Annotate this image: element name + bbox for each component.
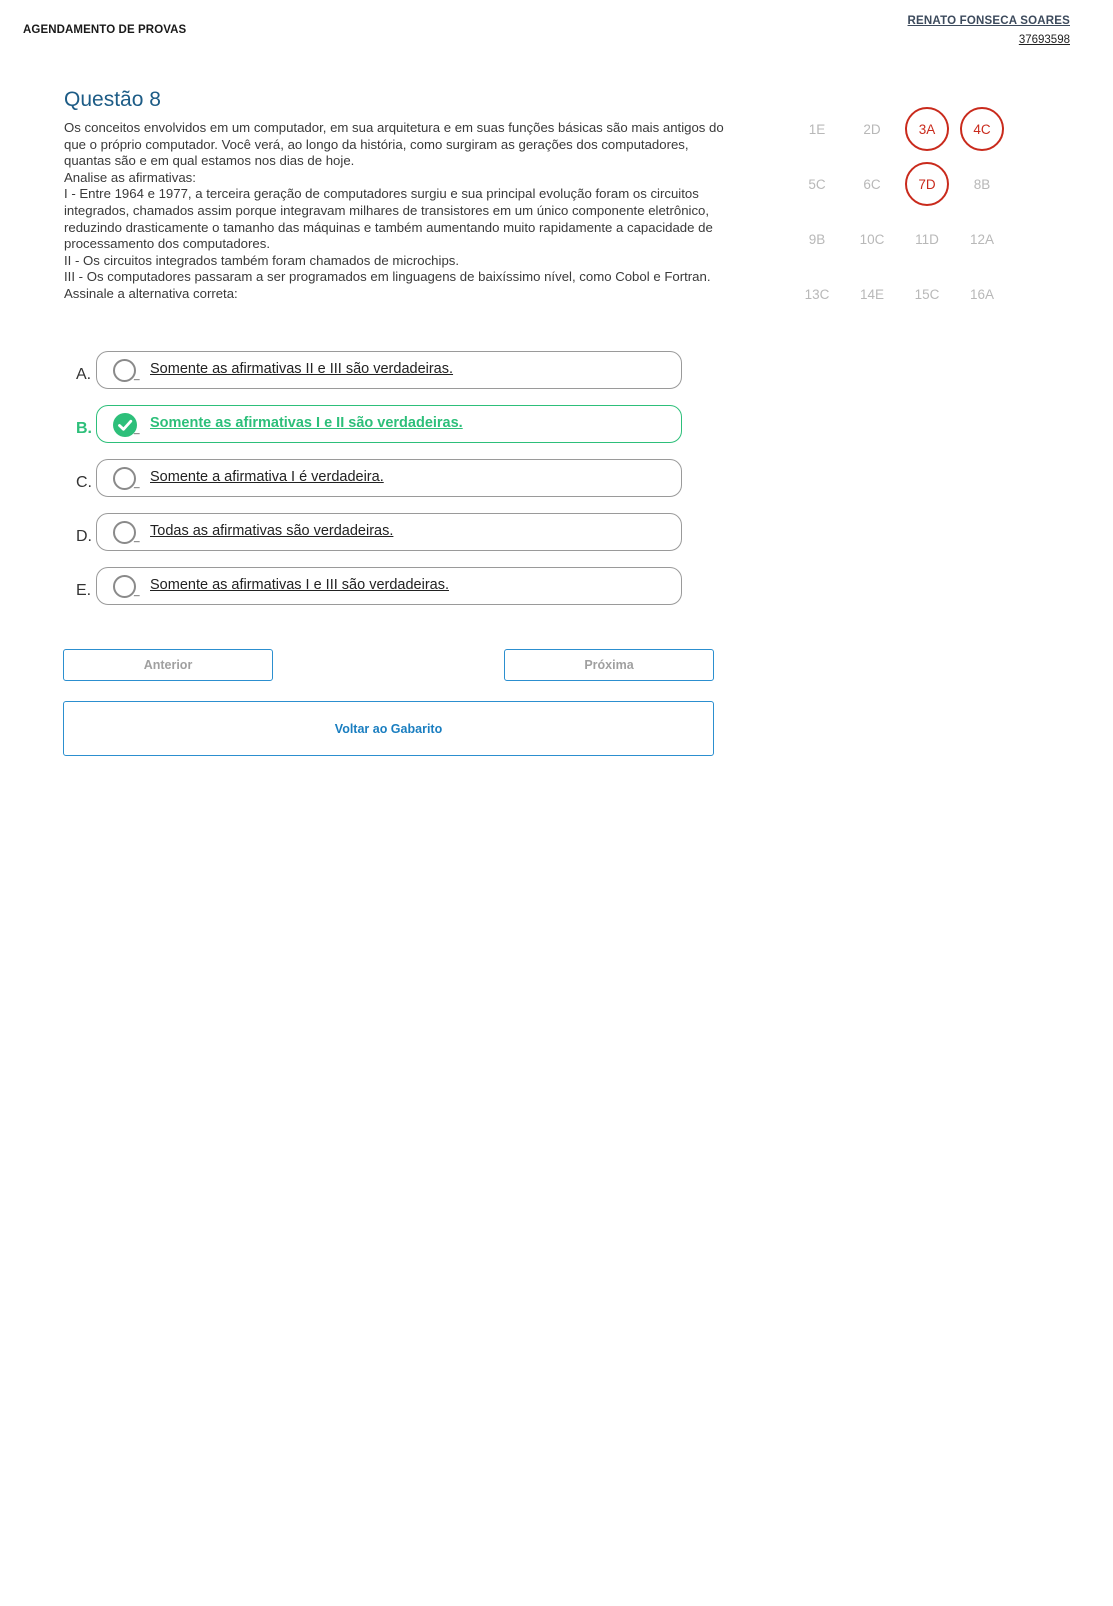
question-nav-item-14[interactable]: 14E [859, 286, 885, 302]
question-nav-item-16[interactable]: 16A [969, 286, 995, 302]
option-letter: A. [76, 366, 92, 383]
app-title: AGENDAMENTO DE PROVAS [23, 24, 187, 36]
radio-dash: _ [134, 532, 140, 543]
question-nav-item-15[interactable]: 15C [914, 286, 940, 302]
question-nav-item-4[interactable]: 4C [960, 107, 1004, 151]
question-nav-item-11[interactable]: 11D [915, 231, 939, 247]
question-nav-item-9[interactable]: 9B [808, 231, 826, 247]
statement-paragraph: III - Os computadores passaram a ser programados em linguagens de baixíssimo nível, como Cobol e Fortran. [64, 269, 711, 285]
option-letter: E. [76, 582, 92, 599]
question-nav-item-13[interactable]: 13C [804, 286, 830, 302]
question-nav-item-8[interactable]: 8B [973, 176, 991, 192]
question-nav-item-5[interactable]: 5C [808, 176, 826, 192]
question-navigation-grid [795, 107, 1004, 316]
option-e [74, 567, 694, 605]
option-a-box[interactable] [96, 351, 682, 389]
option-text[interactable]: Somente as afirmativas II e III são verdadeiras. [150, 361, 454, 377]
back-to-answer-key-button[interactable]: Voltar ao Gabarito [63, 701, 714, 756]
radio-dash: _ [134, 424, 140, 435]
question-nav-item-6[interactable]: 6C [863, 176, 881, 192]
question-nav-item-1[interactable]: 1E [808, 121, 826, 137]
option-c-box[interactable] [96, 459, 682, 497]
radio-unchecked-icon[interactable] [113, 575, 136, 598]
option-letter: B. [76, 420, 92, 437]
radio-unchecked-icon[interactable] [113, 467, 136, 490]
question-statement [64, 120, 728, 303]
user-id-link[interactable]: 37693598 [1018, 34, 1070, 46]
option-d-box[interactable] [96, 513, 682, 551]
user-name-link[interactable]: RENATO FONSECA SOARES [907, 15, 1070, 27]
radio-unchecked-icon[interactable] [113, 521, 136, 544]
option-c [74, 459, 694, 497]
option-text[interactable]: Somente as afirmativas I e III são verdadeiras. [150, 577, 449, 593]
option-b [74, 405, 694, 443]
radio-dash: _ [134, 586, 140, 597]
question-nav-item-2[interactable]: 2D [863, 121, 881, 137]
option-letter: C. [76, 474, 92, 491]
option-e-box[interactable] [96, 567, 682, 605]
radio-dash: _ [134, 370, 140, 381]
option-letter: D. [76, 528, 92, 545]
statement-paragraph: Os conceitos envolvidos em um computador, em sua arquitetura e em suas funções básicas são mais antigos do que o próprio computador. Você verá, ao longo da história, como surgiram as gerações dos computadores, quantas são e em qual estamos nos dias de hoje. [64, 120, 728, 169]
question-nav-item-12[interactable]: 12A [969, 231, 995, 247]
question-nav-item-7[interactable]: 7D [905, 162, 949, 206]
option-text[interactable]: Todas as afirmativas são verdadeiras. [150, 523, 394, 539]
option-text[interactable]: Somente as afirmativas I e II são verdadeiras. [150, 415, 463, 431]
option-text[interactable]: Somente a afirmativa I é verdadeira. [150, 469, 384, 485]
statement-paragraph: Assinale a alternativa correta: [64, 285, 238, 301]
radio-unchecked-icon[interactable] [113, 359, 136, 382]
statement-paragraph: II - Os circuitos integrados também foram chamados de microchips. [64, 252, 460, 268]
statement-paragraph: I - Entre 1964 e 1977, a terceira geração de computadores surgiu e sua principal evolução foram os circuitos integrados, chamados assim porque integravam milhares de transistores em um único componente eletrônico, reduzindo drasticamente o tamanho das máquinas e também aumentando muito rapidamente a capacidade de processamento dos computadores. [64, 186, 717, 252]
user-info [908, 13, 1070, 48]
option-d [74, 513, 694, 551]
option-a [74, 351, 694, 389]
previous-button[interactable]: Anterior [63, 649, 273, 681]
radio-dash: _ [134, 478, 140, 489]
question-title: Questão 8 [64, 88, 161, 111]
statement-paragraph: Analise as afirmativas: [64, 169, 196, 185]
option-b-box[interactable] [96, 405, 682, 443]
next-button[interactable]: Próxima [504, 649, 714, 681]
question-nav-item-10[interactable]: 10C [859, 231, 885, 247]
question-nav-item-3[interactable]: 3A [905, 107, 949, 151]
